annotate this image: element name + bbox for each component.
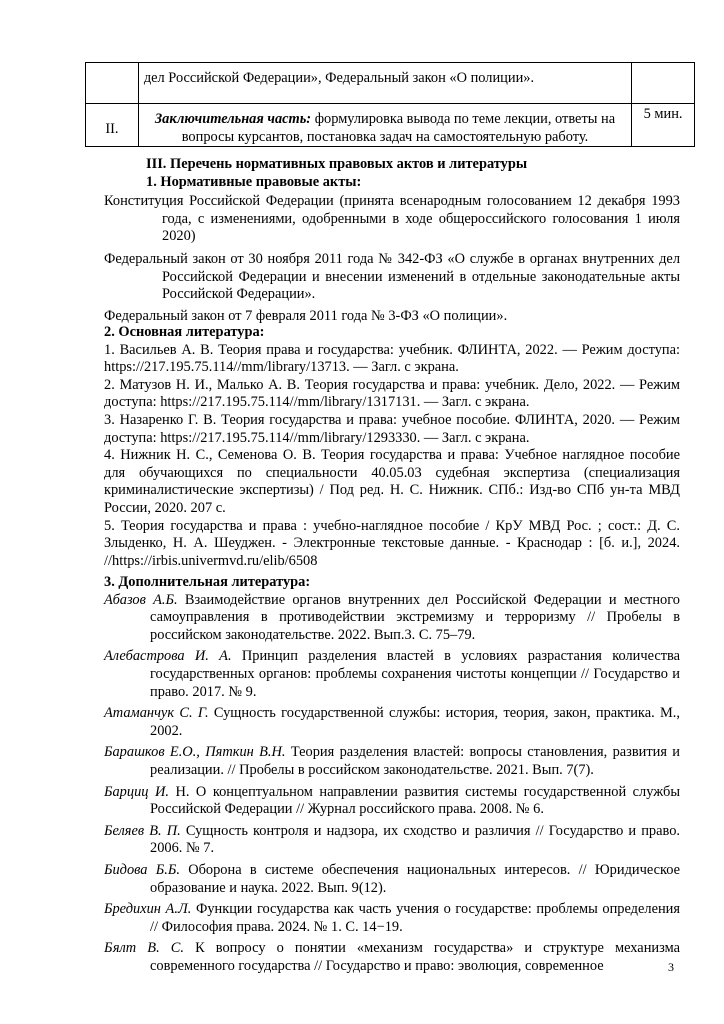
legal-act: Федеральный закон от 7 февраля 2011 года № 3-ФЗ «О полиции». xyxy=(104,307,508,324)
list-item: 4. Нижник Н. С., Семенова О. В. Теория государства и права: Учебное наглядное пособие для обучающихся по специальности 40.05.03 судебная экспертиза (специализация криминалистические экспертизы) / Под ред. Н. С. Нижник. СПб.: Изд-во СПб ун-та МВД России, 2020. 207 с. xyxy=(104,447,680,516)
list-item xyxy=(104,784,680,819)
author: Бидова Б.Б. xyxy=(104,861,180,878)
reference-text: Взаимодействие органов внутренних дел Российской Федерации и местного самоуправления в противодействии экстремизму и терроризму // Пробелы в российском законодательстве. 2022. Вып.3. С. 75–79. xyxy=(150,591,680,643)
reference-text: Сущность государственной службы: история, теория, закон, практика. М., 2002. xyxy=(150,705,680,739)
section-title: III. Перечень нормативных правовых актов и литературы xyxy=(146,156,528,172)
list-item xyxy=(104,648,680,701)
final-part-label: Заключительная часть: xyxy=(154,111,312,127)
table-cell-num xyxy=(86,104,139,147)
legal-act: Конституция Российской Федерации (принята всенародным голосованием 12 декабря 1993 года, с изменениями, одобренными в ходе общероссийского голосования 1 июля 2020) xyxy=(104,193,680,245)
reference-text: Теория разделения властей: вопросы становления, развития и реализации. // Пробелы в российском законодательстве. 2021. Вып. 7(7). xyxy=(150,744,681,778)
list-item xyxy=(104,901,680,936)
additional-literature-title: 3. Дополнительная литература: xyxy=(104,574,311,590)
section-3 xyxy=(104,156,680,325)
list-item: 2. Матузов Н. И., Малько А. В. Теория государства и права: учебник. Дело, 2022. — Режим доступа: https://217.195.75.114//mm/library/1317131. — Загл. с экрана. xyxy=(104,376,680,411)
table-cell-time xyxy=(632,63,695,104)
list-item xyxy=(104,862,680,897)
main-literature xyxy=(104,324,680,570)
list-item: 5. Теория государства и права : учебно-наглядное пособие / КрУ МВД Рос. ; сост.: Д. С. Злыденко, Н. А. Шеуджен. - Электронные текстовые данные. - Краснодар : [б. и.], 2024. //https://irbis.univermvd.ru/elib/6508 xyxy=(104,517,680,569)
list-item xyxy=(104,705,680,740)
final-part-text: формулировка вывода по теме лекции, ответы на вопросы курсантов, постановка задач на самостоятельную работу. xyxy=(181,111,616,145)
author: Барциц И. xyxy=(104,783,169,800)
subsection-title: 1. Нормативные правовые акты: xyxy=(146,173,362,190)
table-cell-text xyxy=(138,63,631,104)
table-cell-num xyxy=(86,63,139,104)
list-item: 1. Васильев А. В. Теория права и государства: учебник. ФЛИНТА, 2022. — Режим доступа: https://217.195.75.114//mm/library/13713. — Загл. с экрана. xyxy=(104,341,680,376)
table-cell-text xyxy=(138,104,631,147)
list-item xyxy=(104,940,680,975)
table-cell-content: дел Российской Федерации», Федеральный закон «О полиции». xyxy=(143,70,535,86)
row-number: II. xyxy=(105,121,119,137)
author: Алебастрова И. А. xyxy=(104,648,232,665)
table-cell-content xyxy=(139,104,631,146)
author: Бредихин А.Л. xyxy=(104,901,192,918)
list-item xyxy=(104,592,680,645)
table-cell-time xyxy=(632,104,695,147)
author: Абазов А.Б. xyxy=(104,591,178,608)
time-value: 5 мин. xyxy=(643,106,683,122)
legal-act: Федеральный закон от 30 ноября 2011 года № 342-ФЗ «О службе в органах внутренних дел Российской Федерации и внесении изменений в отдельные законодательные акты Российской Федерации». xyxy=(104,250,680,303)
table-row xyxy=(86,63,695,104)
author: Бялт В. С. xyxy=(104,940,184,957)
additional-literature xyxy=(104,574,680,975)
author: Атаманчук С. Г. xyxy=(104,705,209,722)
reference-text: Функции государства как часть учения о государстве: проблемы определения // Философия права. 2024. № 1. С. 14−19. xyxy=(150,901,680,935)
page-number: 3 xyxy=(668,960,674,974)
list-item xyxy=(104,744,680,779)
main-literature-title: 2. Основная литература: xyxy=(104,324,265,340)
table-row xyxy=(86,104,695,147)
author: Барашков Е.О., Пяткин В.Н. xyxy=(104,744,286,761)
lecture-plan-table xyxy=(85,62,695,147)
list-item xyxy=(104,823,680,858)
list-item: 3. Назаренко Г. В. Теория государства и права: учебное пособие. ФЛИНТА, 2020. — Режим доступа: https://217.195.75.114//mm/library/1293330. — Загл. с экрана. xyxy=(104,411,680,446)
author: Беляев В. П. xyxy=(104,822,181,839)
reference-text: Оборона в системе обеспечения национальных интересов. // Юридическое образование и наука. 2022. Вып. 9(12). xyxy=(150,861,680,896)
reference-text: Сущность контроля и надзора, их сходство и различия // Государство и право. 2006. № 7. xyxy=(150,822,680,857)
reference-text: К вопросу о понятии «механизм государства» и структуре механизма современного государства // Государство и право: эволюция, современное xyxy=(150,940,680,974)
reference-text: Принцип разделения властей в условиях разрастания количества государственных органов: проблемы сохранения чистоты концепции // Государство и право. 2017. № 9. xyxy=(150,648,680,700)
reference-text: Н. О концептуальном направлении развития системы государственной службы Российской Федерации // Журнал российского права. 2008. № 6. xyxy=(150,783,680,818)
